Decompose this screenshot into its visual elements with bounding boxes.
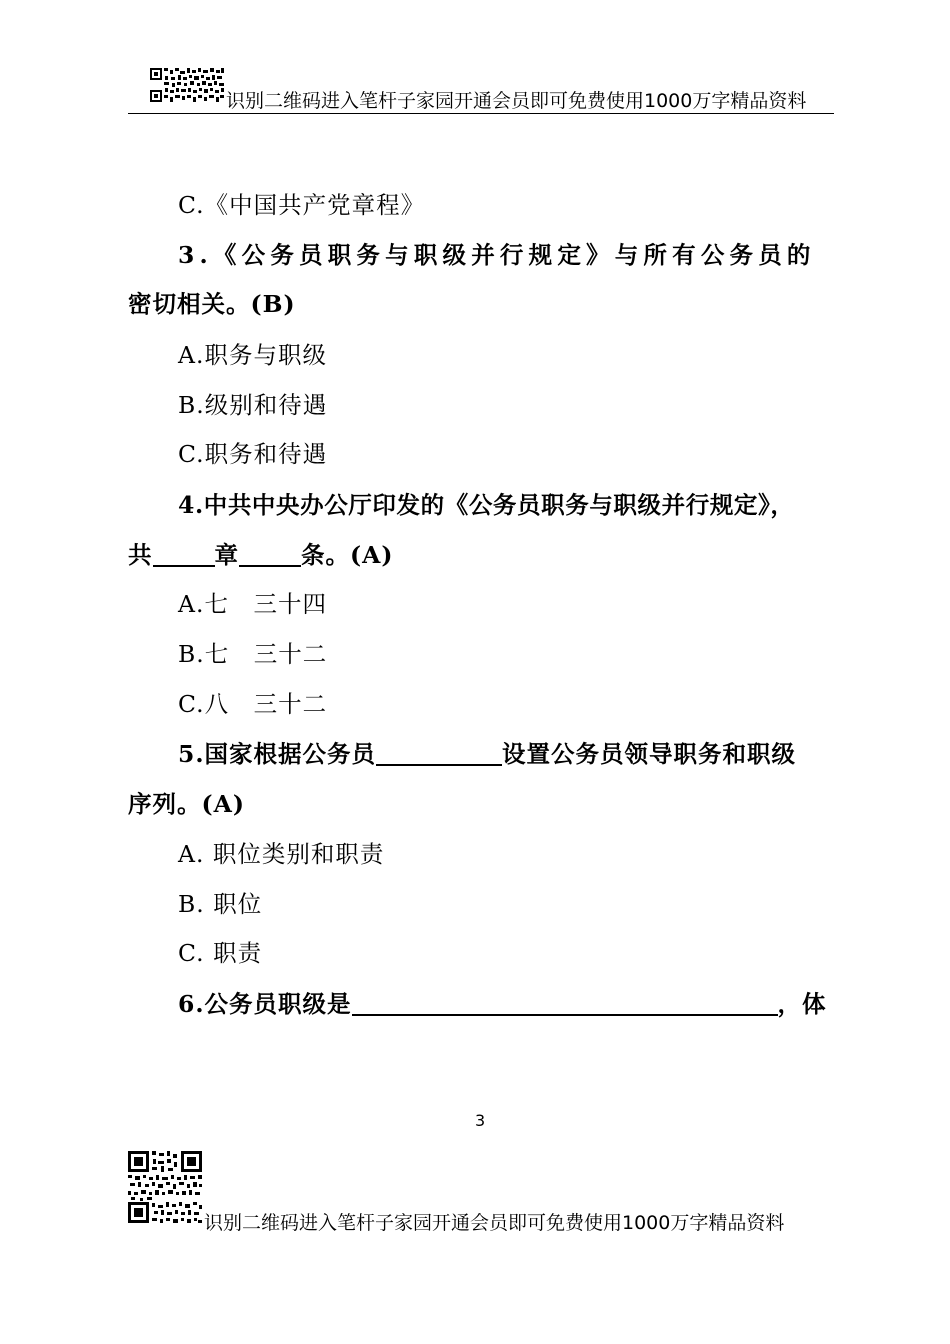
answer-blank [352,990,778,1016]
question-5-line1 [178,735,796,769]
header-qr-code [150,68,224,102]
question-4-line1: 4.中共中央办公厅印发的《公务员职务与职级并行规定》， [178,491,795,519]
question-3-option-b: B.级别和待遇 [178,391,328,419]
question-6-text-2: ，体 [777,990,827,1018]
question-4-option-c: C.八 三十二 [178,690,328,718]
header-promo-text: 识别二维码进入笔杆子家园开通会员即可免费使用1000万字精品资料 [226,90,807,112]
question-4-line2 [128,536,393,570]
footer-promo-text: 识别二维码进入笔杆子家园开通会员即可免费使用1000万字精品资料 [204,1212,785,1234]
question-3-option-a: A.职务与职级 [178,341,327,369]
header-rule [128,113,834,114]
question-5-option-b: B. 职位 [178,890,263,918]
footer-qr-code [128,1151,202,1223]
question-5-option-a: A. 职位类别和职责 [178,840,385,868]
question-5-text-2: 设置公务员领导职务和职级 [502,740,797,768]
answer-blank [376,740,502,766]
question-4-text-1: 共 [128,541,153,569]
question-3-option-c: C.职务和待遇 [178,440,328,468]
page-number: 3 [475,1111,486,1130]
question-4-option-a: A.七 三十四 [178,590,327,618]
question-4-text-2: 章 [214,541,239,569]
question-5-option-c: C. 职责 [178,939,263,967]
question-5-text-1: 5.国家根据公务员 [178,740,377,768]
question-4-option-b: B.七 三十二 [178,640,328,668]
question-3-line2: 密切相关。(B) [128,290,296,318]
question-3-line1: 3.《公务员职务与职级并行规定》与所有公务员的 [178,241,816,269]
question-5-line2: 序列。(A) [128,790,245,818]
question-4-text-3: 条。(A) [301,541,394,569]
question-6-line1 [178,985,827,1019]
option-c-prev: C.《中国共产党章程》 [178,191,426,219]
answer-blank [153,541,215,567]
question-6-text-1: 6.公务员职级是 [178,990,352,1018]
answer-blank [239,541,301,567]
